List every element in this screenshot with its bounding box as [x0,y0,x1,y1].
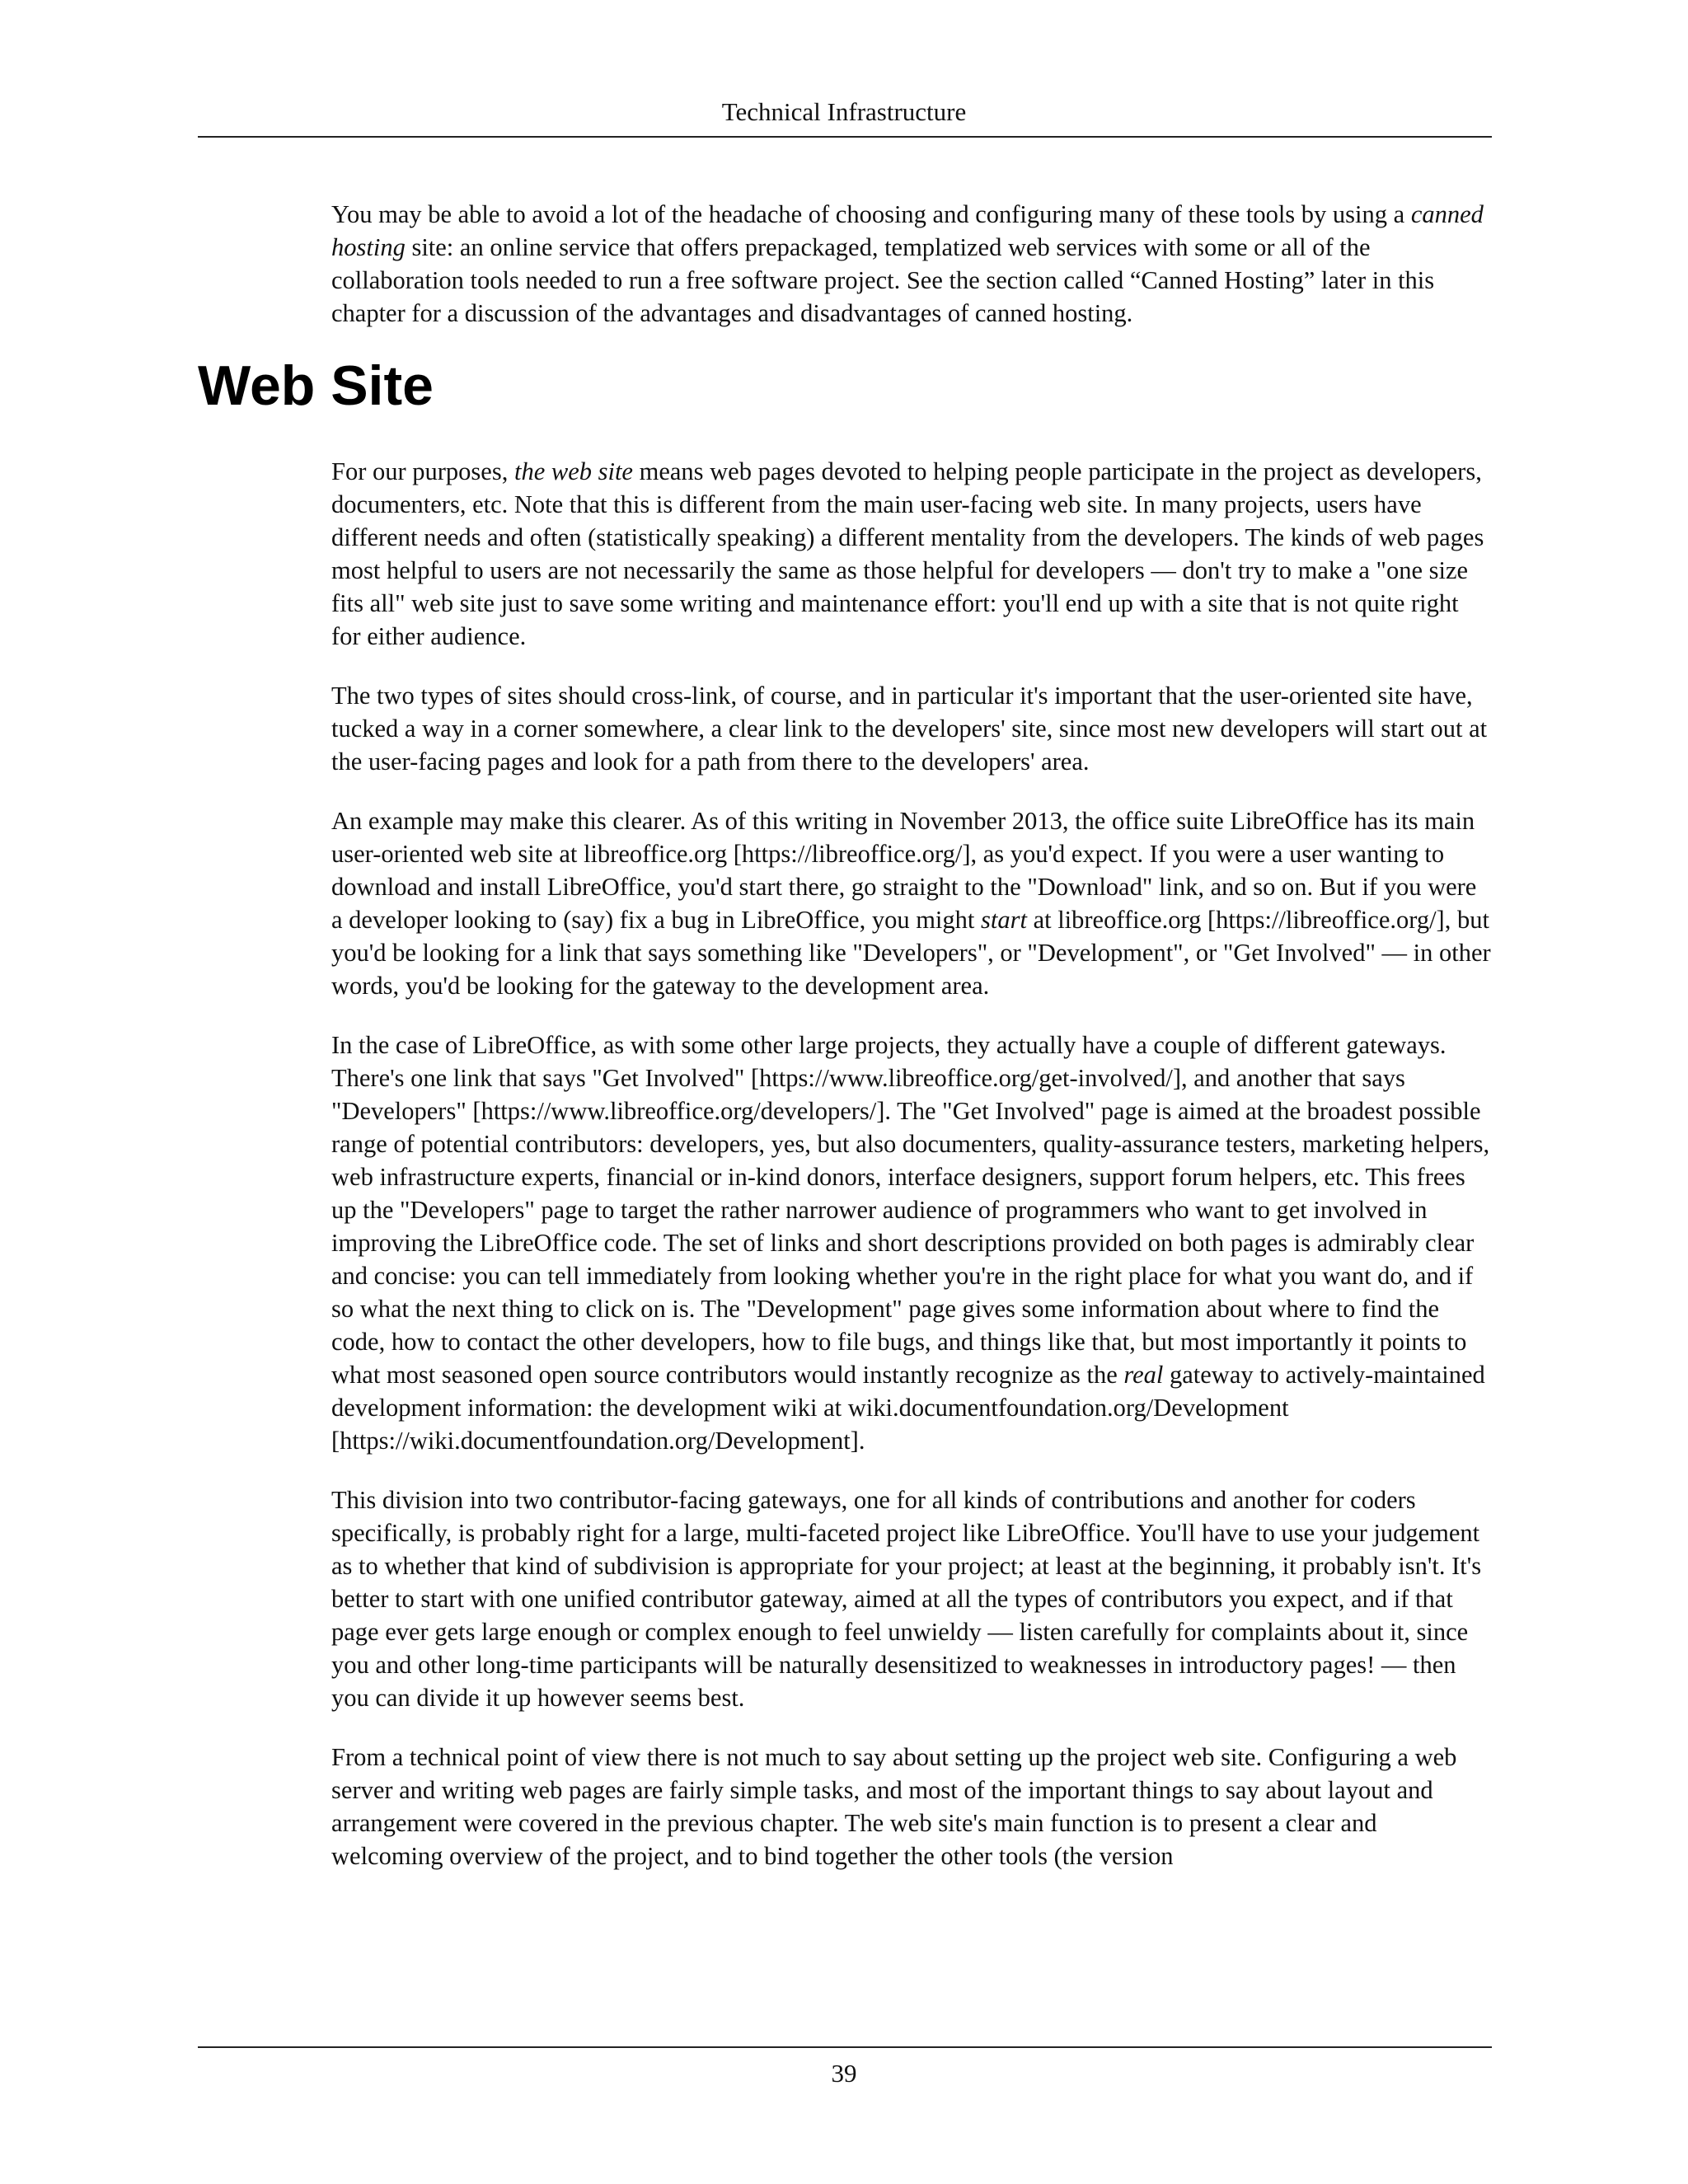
paragraph-1: For our purposes, the web site means web pages devoted to helping people participate in the project as developers, documenters, etc. Note that this is different from the main user-facing web site. In many projects, users have different needs and often (statistically speaking) a different mentality from the developers. The kinds of web pages most helpful to users are not necessarily the same as those helpful for developers — don't try to make a "one size fits all" web site just to save some writing and maintenance effort: you'll end up with a site that is not quite right for either audience. [331,457,1484,650]
intro-paragraph: You may be able to avoid a lot of the headache of choosing and configuring many of these tools by using a canned hosting site: an online service that offers prepackaged, templatized web services with some or all of the collaboration tools needed to run a free software project. See the section called “Canned Hosting” later in this chapter for a discussion of the advantages and disadvantages of canned hosting. [331,200,1484,327]
section-title: Web Site [198,354,434,417]
intro-block [331,198,1492,356]
paragraph-4: In the case of LibreOffice, as with some other large projects, they actually have a couple of different gateways. There's one link that says "Get Involved" [https://www.libreoffice.org/get-involved/], and another that says "Developers" [https://www.libreoffice.org/developers/]. The "Get Involved" page is aimed at the broadest possible range of potential contributors: developers, yes, but also documenters, quality-assurance testers, marketing helpers, web infrastructure experts, financial or in-kind donors, interface designers, support forum helpers, etc. This frees up the "Developers" page to target the rather narrower audience of programmers who want to get involved in improving the LibreOffice code. The set of links and short descriptions provided on both pages is admirably clear and concise: you can tell immediately from looking whether you're in the right place for what you want do, and if so what the next thing to click on is. The "Development" page gives some information about where to find the code, how to contact the other developers, how to file bugs, and things like that, but most importantly it points to what most seasoned open source contributors would instantly recognize as the real gateway to actively-maintained development information: the development wiki at wiki.documentfoundation.org/Development [https://wiki.documentfoundation.org/Development]. [331,1031,1490,1455]
paragraph-3: An example may make this clearer. As of this writing in November 2013, the office suite LibreOffice has its main user-oriented web site at libreoffice.org [https://libreoffice.org/], as you'd expect. If you were a user wanting to download and install LibreOffice, you'd start there, go straight to the "Download" link, and so on. But if you were a developer looking to (say) fix a bug in LibreOffice, you might start at libreoffice.org [https://libreoffice.org/], but you'd be looking for a link that says something like "Developers", or "Development", or "Get Involved" — in other words, you'd be looking for the gateway to the development area. [331,807,1491,1000]
paragraph-5: This division into two contributor-facing gateways, one for all kinds of contributions and another for coders specifically, is probably right for a large, multi-faceted project like LibreOffice. You'll have to use your judgement as to whether that kind of subdivision is appropriate for your project; at least at the beginning, it probably isn't. It's better to start with one unified contributor gateway, aimed at all the types of contributors you expect, and if that page ever gets large enough or complex enough to feel unwieldy — listen carefully for complaints about it, since you and other long-time participants will be naturally desensitized to weaknesses in introductory pages! — then you can divide it up however seems best. [331,1486,1482,1712]
page-number: 39 [831,2059,857,2088]
emphasis: the web site [513,457,633,485]
section-body [331,455,1492,1899]
emphasis: real [1123,1361,1164,1389]
header-rule [198,136,1492,138]
paragraph-6: From a technical point of view there is not much to say about setting up the project web site. Configuring a web server and writing web pages are fairly simple tasks, and most of the important things to say about layout and arrangement were covered in the previous chapter. The web site's main function is to present a clear and welcoming overview of the project, and to bind together the other tools (the version [331,1743,1457,1870]
emphasis: canned hosting [331,200,1484,261]
running-header: Technical Infrastructure [721,97,967,126]
paragraph-2: The two types of sites should cross-link, of course, and in particular it's important that the user-oriented site have, tucked a way in a corner somewhere, a clear link to the developers' site, since most new developers will start out at the user-facing pages and look for a path from there to the developers' area. [331,682,1488,776]
emphasis: start [981,906,1027,934]
footer-rule [198,2046,1492,2048]
